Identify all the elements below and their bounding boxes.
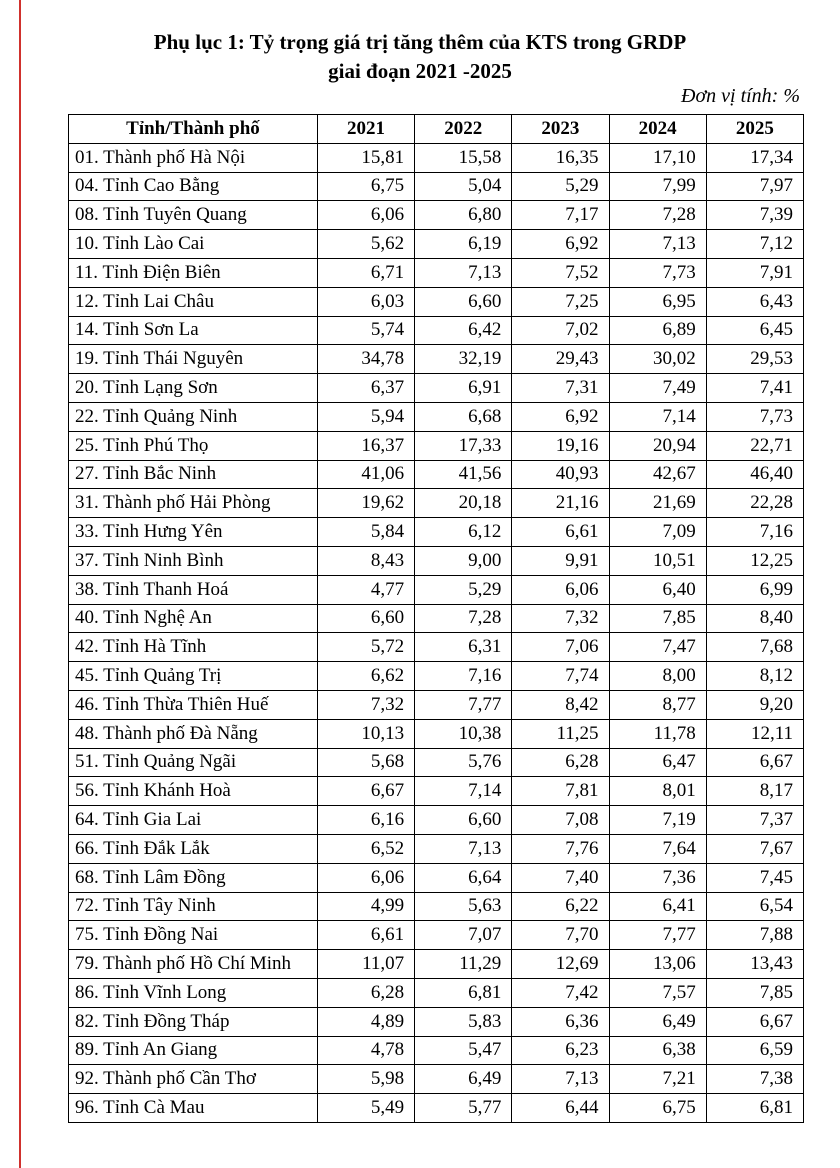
- value-cell: 4,89: [317, 1007, 414, 1036]
- table-row: [69, 1094, 804, 1123]
- province-name-cell: 86. Tỉnh Vĩnh Long: [69, 978, 318, 1007]
- value-cell: 10,38: [415, 719, 512, 748]
- value-cell: 7,85: [609, 604, 706, 633]
- table-row: [69, 230, 804, 259]
- value-cell: 8,40: [706, 604, 803, 633]
- value-cell: 4,77: [317, 575, 414, 604]
- table-row: [69, 950, 804, 979]
- value-cell: 7,67: [706, 834, 803, 863]
- value-cell: 7,99: [609, 172, 706, 201]
- value-cell: 6,42: [415, 316, 512, 345]
- value-cell: 7,91: [706, 258, 803, 287]
- table-row: [69, 604, 804, 633]
- value-cell: 6,03: [317, 287, 414, 316]
- value-cell: 6,81: [415, 978, 512, 1007]
- value-cell: 11,78: [609, 719, 706, 748]
- value-cell: 7,06: [512, 633, 609, 662]
- table-row: [69, 892, 804, 921]
- value-cell: 6,67: [706, 1007, 803, 1036]
- table-row: [69, 402, 804, 431]
- table-row: [69, 460, 804, 489]
- value-cell: 5,94: [317, 402, 414, 431]
- value-cell: 6,92: [512, 402, 609, 431]
- province-name-cell: 33. Tỉnh Hưng Yên: [69, 518, 318, 547]
- value-cell: 7,74: [512, 662, 609, 691]
- province-name-cell: 89. Tỉnh An Giang: [69, 1036, 318, 1065]
- value-cell: 7,08: [512, 806, 609, 835]
- column-header-year: 2021: [317, 115, 414, 144]
- value-cell: 5,63: [415, 892, 512, 921]
- table-row: [69, 1007, 804, 1036]
- value-cell: 13,43: [706, 950, 803, 979]
- table-row: [69, 1065, 804, 1094]
- value-cell: 41,56: [415, 460, 512, 489]
- province-name-cell: 04. Tỉnh Cao Bằng: [69, 172, 318, 201]
- value-cell: 6,12: [415, 518, 512, 547]
- province-name-cell: 25. Tỉnh Phú Thọ: [69, 431, 318, 460]
- province-name-cell: 51. Tỉnh Quảng Ngãi: [69, 748, 318, 777]
- province-name-cell: 45. Tỉnh Quảng Trị: [69, 662, 318, 691]
- table-row: [69, 172, 804, 201]
- value-cell: 19,62: [317, 489, 414, 518]
- value-cell: 7,37: [706, 806, 803, 835]
- value-cell: 8,77: [609, 690, 706, 719]
- table-row: [69, 345, 804, 374]
- table-row: [69, 921, 804, 950]
- province-name-cell: 27. Tỉnh Bắc Ninh: [69, 460, 318, 489]
- value-cell: 5,74: [317, 316, 414, 345]
- column-header-year: 2024: [609, 115, 706, 144]
- value-cell: 5,49: [317, 1094, 414, 1123]
- table-row: [69, 633, 804, 662]
- table-row: [69, 863, 804, 892]
- province-name-cell: 92. Thành phố Cần Thơ: [69, 1065, 318, 1094]
- province-name-cell: 48. Thành phố Đà Nẵng: [69, 719, 318, 748]
- value-cell: 6,60: [415, 806, 512, 835]
- value-cell: 7,68: [706, 633, 803, 662]
- value-cell: 12,25: [706, 546, 803, 575]
- value-cell: 6,28: [512, 748, 609, 777]
- table-row: [69, 719, 804, 748]
- province-name-cell: 82. Tỉnh Đồng Tháp: [69, 1007, 318, 1036]
- value-cell: 6,41: [609, 892, 706, 921]
- column-header-year: 2025: [706, 115, 803, 144]
- value-cell: 17,10: [609, 143, 706, 172]
- value-cell: 15,81: [317, 143, 414, 172]
- value-cell: 7,13: [512, 1065, 609, 1094]
- table-row: [69, 978, 804, 1007]
- value-cell: 6,91: [415, 374, 512, 403]
- value-cell: 20,18: [415, 489, 512, 518]
- province-name-cell: 12. Tỉnh Lai Châu: [69, 287, 318, 316]
- province-name-cell: 72. Tỉnh Tây Ninh: [69, 892, 318, 921]
- province-name-cell: 31. Thành phố Hải Phòng: [69, 489, 318, 518]
- value-cell: 7,19: [609, 806, 706, 835]
- value-cell: 7,76: [512, 834, 609, 863]
- title-line-1: Phụ lục 1: Tỷ trọng giá trị tăng thêm của KTS trong GRDP: [153, 30, 687, 54]
- value-cell: 16,35: [512, 143, 609, 172]
- value-cell: 5,76: [415, 748, 512, 777]
- table-row: [69, 489, 804, 518]
- value-cell: 10,13: [317, 719, 414, 748]
- table-row: [69, 834, 804, 863]
- table-row: [69, 690, 804, 719]
- value-cell: 5,84: [317, 518, 414, 547]
- value-cell: 4,99: [317, 892, 414, 921]
- province-name-cell: 01. Thành phố Hà Nội: [69, 143, 318, 172]
- province-name-cell: 14. Tỉnh Sơn La: [69, 316, 318, 345]
- value-cell: 9,00: [415, 546, 512, 575]
- value-cell: 7,36: [609, 863, 706, 892]
- value-cell: 6,92: [512, 230, 609, 259]
- value-cell: 5,77: [415, 1094, 512, 1123]
- value-cell: 11,29: [415, 950, 512, 979]
- value-cell: 6,54: [706, 892, 803, 921]
- value-cell: 6,89: [609, 316, 706, 345]
- value-cell: 5,47: [415, 1036, 512, 1065]
- table-row: [69, 201, 804, 230]
- value-cell: 5,62: [317, 230, 414, 259]
- value-cell: 16,37: [317, 431, 414, 460]
- value-cell: 6,67: [706, 748, 803, 777]
- value-cell: 7,32: [512, 604, 609, 633]
- value-cell: 9,91: [512, 546, 609, 575]
- value-cell: 6,31: [415, 633, 512, 662]
- table-row: [69, 287, 804, 316]
- province-name-cell: 10. Tỉnh Lào Cai: [69, 230, 318, 259]
- value-cell: 8,42: [512, 690, 609, 719]
- value-cell: 7,41: [706, 374, 803, 403]
- value-cell: 29,43: [512, 345, 609, 374]
- value-cell: 6,45: [706, 316, 803, 345]
- value-cell: 6,06: [512, 575, 609, 604]
- value-cell: 5,72: [317, 633, 414, 662]
- value-cell: 7,09: [609, 518, 706, 547]
- table-row: [69, 258, 804, 287]
- value-cell: 7,45: [706, 863, 803, 892]
- table-row: [69, 316, 804, 345]
- province-name-cell: 64. Tỉnh Gia Lai: [69, 806, 318, 835]
- value-cell: 6,52: [317, 834, 414, 863]
- value-cell: 7,97: [706, 172, 803, 201]
- value-cell: 7,13: [415, 258, 512, 287]
- province-name-cell: 11. Tỉnh Điện Biên: [69, 258, 318, 287]
- value-cell: 7,25: [512, 287, 609, 316]
- value-cell: 7,28: [609, 201, 706, 230]
- table-row: [69, 431, 804, 460]
- value-cell: 17,33: [415, 431, 512, 460]
- value-cell: 6,68: [415, 402, 512, 431]
- value-cell: 5,29: [512, 172, 609, 201]
- value-cell: 7,21: [609, 1065, 706, 1094]
- data-table: [68, 114, 804, 1123]
- value-cell: 6,49: [415, 1065, 512, 1094]
- table-row: [69, 546, 804, 575]
- value-cell: 6,80: [415, 201, 512, 230]
- value-cell: 6,47: [609, 748, 706, 777]
- value-cell: 21,69: [609, 489, 706, 518]
- value-cell: 22,71: [706, 431, 803, 460]
- value-cell: 5,04: [415, 172, 512, 201]
- value-cell: 22,28: [706, 489, 803, 518]
- title-line-2: giai đoạn 2021 -2025: [328, 59, 512, 83]
- value-cell: 7,39: [706, 201, 803, 230]
- table-row: [69, 143, 804, 172]
- value-cell: 7,52: [512, 258, 609, 287]
- province-name-cell: 75. Tỉnh Đồng Nai: [69, 921, 318, 950]
- value-cell: 7,12: [706, 230, 803, 259]
- table-header-row: [69, 115, 804, 144]
- value-cell: 7,40: [512, 863, 609, 892]
- value-cell: 7,73: [609, 258, 706, 287]
- value-cell: 6,81: [706, 1094, 803, 1123]
- table-row: [69, 575, 804, 604]
- province-name-cell: 38. Tỉnh Thanh Hoá: [69, 575, 318, 604]
- province-name-cell: 20. Tỉnh Lạng Sơn: [69, 374, 318, 403]
- value-cell: 8,17: [706, 777, 803, 806]
- value-cell: 7,16: [415, 662, 512, 691]
- value-cell: 7,77: [415, 690, 512, 719]
- value-cell: 46,40: [706, 460, 803, 489]
- table-row: [69, 662, 804, 691]
- province-name-cell: 79. Thành phố Hồ Chí Minh: [69, 950, 318, 979]
- province-name-cell: 22. Tỉnh Quảng Ninh: [69, 402, 318, 431]
- value-cell: 6,95: [609, 287, 706, 316]
- value-cell: 42,67: [609, 460, 706, 489]
- value-cell: 6,60: [415, 287, 512, 316]
- table-row: [69, 1036, 804, 1065]
- value-cell: 6,43: [706, 287, 803, 316]
- value-cell: 7,81: [512, 777, 609, 806]
- value-cell: 8,12: [706, 662, 803, 691]
- value-cell: 7,38: [706, 1065, 803, 1094]
- page-margin-rule: [19, 0, 21, 1168]
- value-cell: 6,59: [706, 1036, 803, 1065]
- value-cell: 12,11: [706, 719, 803, 748]
- value-cell: 7,77: [609, 921, 706, 950]
- value-cell: 7,17: [512, 201, 609, 230]
- value-cell: 6,06: [317, 201, 414, 230]
- value-cell: 4,78: [317, 1036, 414, 1065]
- value-cell: 7,14: [415, 777, 512, 806]
- province-name-cell: 08. Tỉnh Tuyên Quang: [69, 201, 318, 230]
- value-cell: 7,14: [609, 402, 706, 431]
- value-cell: 7,64: [609, 834, 706, 863]
- value-cell: 7,70: [512, 921, 609, 950]
- value-cell: 6,22: [512, 892, 609, 921]
- value-cell: 7,31: [512, 374, 609, 403]
- value-cell: 5,68: [317, 748, 414, 777]
- province-name-cell: 42. Tỉnh Hà Tĩnh: [69, 633, 318, 662]
- value-cell: 10,51: [609, 546, 706, 575]
- value-cell: 7,16: [706, 518, 803, 547]
- value-cell: 40,93: [512, 460, 609, 489]
- value-cell: 6,61: [512, 518, 609, 547]
- province-name-cell: 66. Tỉnh Đắk Lắk: [69, 834, 318, 863]
- value-cell: 29,53: [706, 345, 803, 374]
- value-cell: 7,88: [706, 921, 803, 950]
- value-cell: 7,47: [609, 633, 706, 662]
- value-cell: 7,13: [415, 834, 512, 863]
- value-cell: 8,43: [317, 546, 414, 575]
- province-name-cell: 40. Tỉnh Nghệ An: [69, 604, 318, 633]
- province-name-cell: 37. Tỉnh Ninh Bình: [69, 546, 318, 575]
- value-cell: 6,28: [317, 978, 414, 1007]
- province-name-cell: 46. Tỉnh Thừa Thiên Huế: [69, 690, 318, 719]
- value-cell: 6,99: [706, 575, 803, 604]
- value-cell: 13,06: [609, 950, 706, 979]
- value-cell: 6,16: [317, 806, 414, 835]
- value-cell: 5,98: [317, 1065, 414, 1094]
- value-cell: 17,34: [706, 143, 803, 172]
- value-cell: 19,16: [512, 431, 609, 460]
- value-cell: 30,02: [609, 345, 706, 374]
- value-cell: 12,69: [512, 950, 609, 979]
- value-cell: 11,07: [317, 950, 414, 979]
- value-cell: 6,61: [317, 921, 414, 950]
- value-cell: 5,83: [415, 1007, 512, 1036]
- value-cell: 6,71: [317, 258, 414, 287]
- value-cell: 7,32: [317, 690, 414, 719]
- value-cell: 34,78: [317, 345, 414, 374]
- value-cell: 6,38: [609, 1036, 706, 1065]
- value-cell: 20,94: [609, 431, 706, 460]
- value-cell: 7,13: [609, 230, 706, 259]
- value-cell: 7,85: [706, 978, 803, 1007]
- value-cell: 7,07: [415, 921, 512, 950]
- province-name-cell: 96. Tỉnh Cà Mau: [69, 1094, 318, 1123]
- value-cell: 7,28: [415, 604, 512, 633]
- table-row: [69, 518, 804, 547]
- value-cell: 32,19: [415, 345, 512, 374]
- table-body: [69, 143, 804, 1122]
- value-cell: 6,36: [512, 1007, 609, 1036]
- value-cell: 9,20: [706, 690, 803, 719]
- value-cell: 6,75: [609, 1094, 706, 1123]
- value-cell: 7,49: [609, 374, 706, 403]
- column-header-year: 2022: [415, 115, 512, 144]
- table-row: [69, 806, 804, 835]
- value-cell: 8,01: [609, 777, 706, 806]
- value-cell: 6,60: [317, 604, 414, 633]
- table-row: [69, 748, 804, 777]
- province-name-cell: 56. Tỉnh Khánh Hoà: [69, 777, 318, 806]
- value-cell: 6,44: [512, 1094, 609, 1123]
- unit-note: Đơn vị tính: %: [681, 85, 800, 107]
- value-cell: 8,00: [609, 662, 706, 691]
- value-cell: 5,29: [415, 575, 512, 604]
- value-cell: 7,73: [706, 402, 803, 431]
- table-row: [69, 777, 804, 806]
- table-row: [69, 374, 804, 403]
- value-cell: 7,42: [512, 978, 609, 1007]
- value-cell: 6,40: [609, 575, 706, 604]
- value-cell: 6,62: [317, 662, 414, 691]
- document-title: [0, 28, 840, 86]
- province-name-cell: 68. Tỉnh Lâm Đồng: [69, 863, 318, 892]
- value-cell: 15,58: [415, 143, 512, 172]
- value-cell: 7,02: [512, 316, 609, 345]
- column-header-province: Tỉnh/Thành phố: [69, 115, 318, 144]
- value-cell: 41,06: [317, 460, 414, 489]
- province-name-cell: 19. Tỉnh Thái Nguyên: [69, 345, 318, 374]
- value-cell: 21,16: [512, 489, 609, 518]
- value-cell: 6,67: [317, 777, 414, 806]
- value-cell: 6,06: [317, 863, 414, 892]
- value-cell: 6,19: [415, 230, 512, 259]
- value-cell: 6,49: [609, 1007, 706, 1036]
- value-cell: 7,57: [609, 978, 706, 1007]
- value-cell: 6,37: [317, 374, 414, 403]
- value-cell: 6,23: [512, 1036, 609, 1065]
- column-header-year: 2023: [512, 115, 609, 144]
- value-cell: 6,75: [317, 172, 414, 201]
- value-cell: 11,25: [512, 719, 609, 748]
- value-cell: 6,64: [415, 863, 512, 892]
